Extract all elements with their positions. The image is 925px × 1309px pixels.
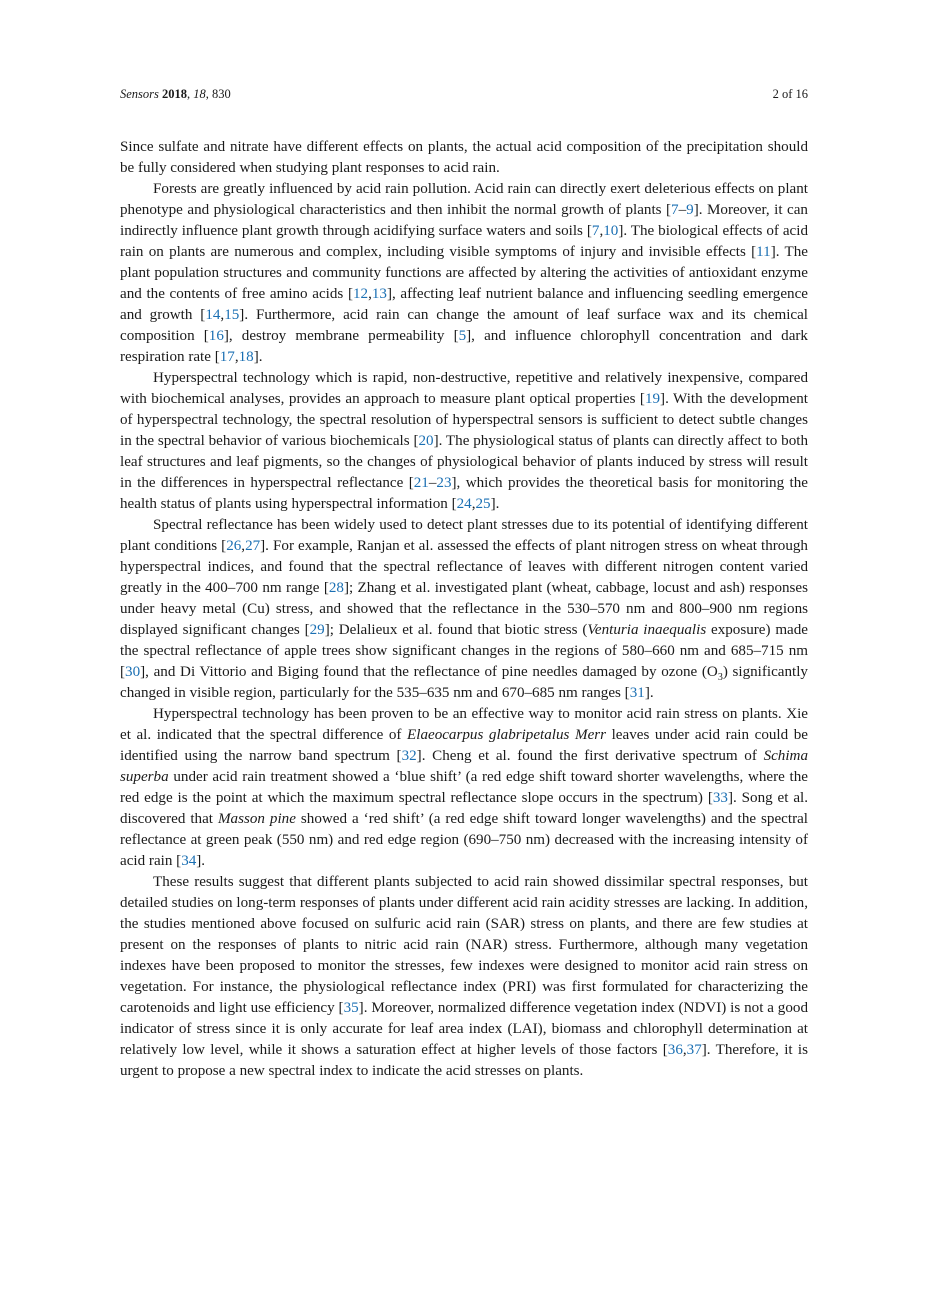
citation-link[interactable]: 36 (667, 1042, 683, 1058)
citation-link[interactable]: 19 (644, 391, 661, 407)
citation-link[interactable]: 15 (224, 307, 240, 323)
species-name: Schima superba (120, 748, 808, 785)
text-run: ], affecting leaf nutrient balance and influencing seedling emergence and growth [ (120, 286, 808, 323)
citation-link[interactable]: 14 (205, 307, 221, 323)
text-run: ]. Therefore, it is urgent to propose a new spectral index to indicate the acid stresses on plants. (120, 1042, 808, 1079)
citation-link[interactable]: 16 (208, 328, 224, 344)
citation-link[interactable]: 13 (371, 286, 387, 302)
citation-link[interactable]: 25 (475, 496, 491, 512)
citation-link[interactable]: 18 (238, 349, 254, 365)
text-run: ]. (490, 496, 500, 512)
text-run: ], destroy membrane permeability [ (223, 328, 459, 344)
citation-link[interactable]: 27 (245, 538, 261, 554)
citation-link[interactable]: 24 (456, 496, 472, 512)
text-run: , (234, 349, 239, 365)
citation-link[interactable]: 11 (756, 244, 771, 260)
article-number: 830 (212, 87, 231, 101)
citation-link[interactable]: 21 (413, 475, 429, 491)
citation-link[interactable]: 7 (591, 223, 600, 239)
text-run: – (678, 202, 687, 218)
text-run: ]. (253, 349, 263, 365)
subscript: 3 (717, 672, 723, 684)
text-run: , (368, 286, 372, 302)
text-run: ]. The plant population structures and community functions are affected by altering the activities of antioxidant enzyme and the contents of free amino acids [ (120, 244, 808, 302)
citation-link[interactable]: 30 (125, 664, 141, 680)
text-run: Spectral reflectance has been widely used to detect plant stresses due to its potential of identifying different plant conditions [ (120, 517, 808, 554)
text-run: ]. The physiological status of plants can directly affect to both leaf structures and leaf pigments, so the changes of physiological behavior of plants induced by stress will result in the differences in hyperspectral reflectance [ (120, 433, 808, 491)
text-run: leaves under acid rain could be identified using the narrow band spectrum [ (120, 727, 808, 764)
paragraph (120, 137, 808, 179)
citation-link[interactable]: 31 (629, 685, 645, 701)
citation-link[interactable]: 7 (671, 202, 679, 218)
text-run: , (220, 307, 225, 323)
paragraph (120, 704, 808, 872)
page-indicator: 2 of 16 (772, 87, 808, 101)
text-run: , (241, 538, 246, 554)
citation-link[interactable]: 33 (712, 790, 728, 806)
text-run: Forests are greatly influenced by acid rain pollution. Acid rain can directly exert deleterious effects on plant phenotype and physiological characteristics and then inhibit the normal growth of plants [ (120, 181, 808, 218)
paragraph (120, 515, 808, 704)
text-run: under acid rain treatment showed a ‘blue shift’ (a red edge shift toward shorter wavelengths, where the red edge is the point at which the maximum spectral reflectance slope occurs in the spectrum) [ (120, 769, 808, 806)
text-run: ]. (196, 853, 206, 869)
paragraph (120, 872, 808, 1082)
text-run: Hyperspectral technology which is rapid, non-destructive, repetitive and relatively inexpensive, compared with biochemical analyses, provides an approach to measure plant optical properties [ (120, 370, 808, 407)
citation-link[interactable]: 5 (458, 328, 467, 344)
text-run: ], and influence chlorophyll concentration and dark respiration rate [ (120, 328, 808, 365)
text-run: ]. The biological effects of acid rain on plants are numerous and complex, including visible symptoms of injury and invisible effects [ (120, 223, 808, 260)
text-run: Since sulfate and nitrate have different effects on plants, the actual acid composition of the precipitation should be fully considered when studying plant responses to acid rain. (120, 139, 808, 176)
text-run: ]; Delalieux et al. found that biotic stress ( (324, 622, 588, 638)
citation-link[interactable]: 35 (343, 1000, 359, 1016)
text-run: ], which provides the theoretical basis for monitoring the health status of plants using hyperspectral information [ (120, 475, 808, 512)
text-run: ]; Zhang et al. investigated plant (wheat, cabbage, locust and ash) responses under heavy metal (Cu) stress, and showed that the reflectance in the 530–570 nm and 800–900 nm regions displayed significant changes [ (120, 580, 808, 638)
text-run: These results suggest that different plants subjected to acid rain showed dissimilar spectral responses, but detailed studies on long-term responses of plants under different acid rain acidity stresses are lacking. In addition, the studies mentioned above focused on sulfuric acid rain (SAR) stress on plants, and there are few studies at present on the responses of plants to nitric acid rain (NAR) stress. Furthermore, although many vegetation indexes have been proposed to monitor the stresses, few indexes were designed to monitor acid rain stress on vegetation. For instance, the physiological reflectance index (PRI) was first formulated for characterizing the carotenoids and light use efficiency [ (120, 874, 808, 1016)
text-run: exposure) made the spectral reflectance of apple trees show significant changes in the regions of 580–660 nm and 685–715 nm [ (120, 622, 809, 680)
citation-link[interactable]: 37 (686, 1042, 702, 1058)
citation-link[interactable]: 20 (418, 433, 434, 449)
text-run: , (471, 496, 476, 512)
species-name: Masson pine (217, 811, 296, 827)
text-run: ]. Song et al. discovered that (120, 790, 809, 827)
text-run: ]. (644, 685, 654, 701)
text-run: ]. Moreover, it can indirectly influence plant growth through acidifying surface waters and soils [ (120, 202, 808, 239)
citation-link[interactable]: 10 (603, 223, 619, 239)
text-run: ]. For example, Ranjan et al. assessed the effects of plant nitrogen stress on wheat through hyperspectral indices, and found that the spectral reflectance of leaves with different nitrogen content varied greatly in the 400–700 nm range [ (120, 538, 808, 596)
species-name: Venturia inaequalis (587, 622, 707, 638)
citation-link[interactable]: 28 (328, 580, 344, 596)
text-run: ], and Di Vittorio and Biging found that the reflectance of pine needles damaged by ozone (O (140, 664, 718, 680)
citation-link[interactable]: 29 (309, 622, 325, 638)
journal-volume: 18 (193, 87, 206, 101)
text-run: showed a ‘red shift’ (a red edge shift toward longer wavelengths) and the spectral reflectance at green peak (550 nm) and red edge region (690–750 nm) decreased with the increasing intensity of acid rain [ (120, 811, 808, 869)
text-run: ]. Furthermore, acid rain can change the amount of leaf surface wax and its chemical composition [ (120, 307, 808, 344)
body-text (120, 137, 808, 1082)
journal-name: Sensors (120, 87, 159, 101)
paragraph (120, 179, 808, 368)
citation-link[interactable]: 17 (219, 349, 235, 365)
journal-year: 2018 (162, 87, 188, 101)
text-run: ]. Cheng et al. found the first derivative spectrum of (416, 748, 764, 764)
text-run: ]. Moreover, normalized difference vegetation index (NDVI) is not a good indicator of stress since it is only accurate for leaf area index (LAI), biomass and chlorophyll determination at relatively low level, while it shows a saturation effect at higher levels of those factors [ (120, 1000, 808, 1058)
citation-link[interactable]: 26 (226, 538, 242, 554)
species-name: Elaeocarpus glabripetalus Merr (407, 727, 607, 743)
citation-link[interactable]: 23 (436, 475, 452, 491)
text-run: , (599, 223, 604, 239)
paragraph (120, 368, 808, 515)
citation-link[interactable]: 9 (686, 202, 694, 218)
text-run: ) significantly changed in visible region, particularly for the 535–635 nm and 670–685 nm ranges [ (120, 664, 808, 701)
text-run: Hyperspectral technology has been proven to be an effective way to monitor acid rain stress on plants. Xie et al. indicated that the spectral difference of (120, 706, 808, 743)
running-header (120, 86, 808, 102)
citation: Sensors 2018, 18, 830 (120, 87, 231, 101)
citation-link[interactable]: 12 (352, 286, 369, 302)
text-run: – (428, 475, 437, 491)
text-run: ]. With the development of hyperspectral technology, the spectral resolution of hyperspectral sensors is sufficient to detect subtle changes in the spectral behavior of various biochemicals [ (120, 391, 808, 449)
citation-link[interactable]: 34 (181, 853, 197, 869)
text-run: , (682, 1042, 687, 1058)
citation-link[interactable]: 32 (401, 748, 417, 764)
